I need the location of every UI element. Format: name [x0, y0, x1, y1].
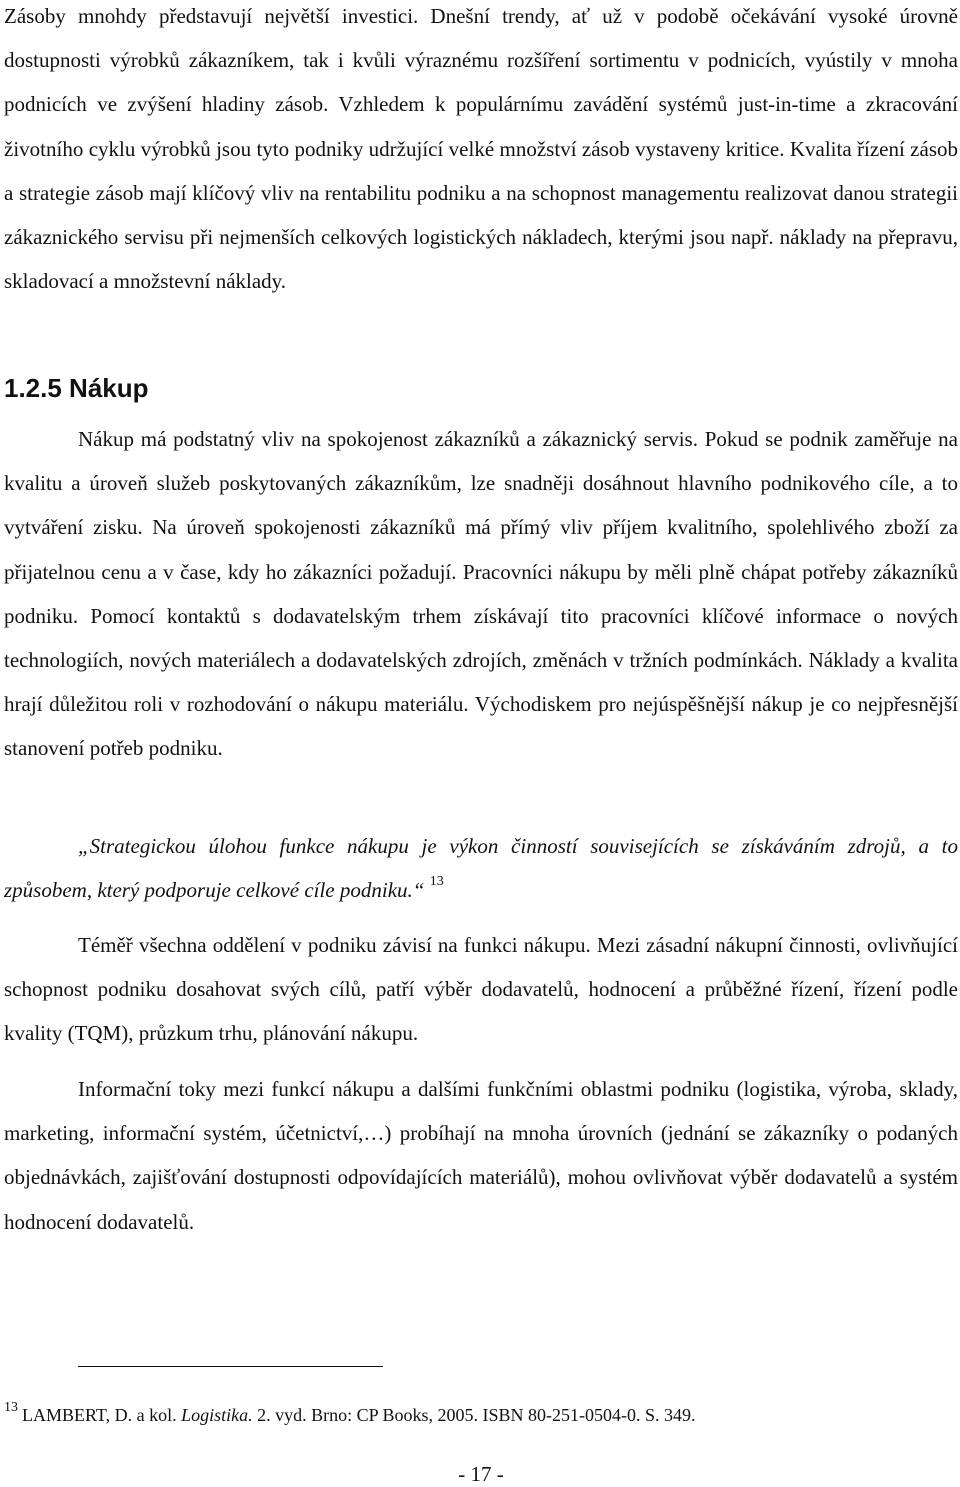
- section-heading: 1.2.5 Nákup: [4, 373, 149, 403]
- page-number: - 17 -: [458, 1462, 504, 1486]
- footnote-number: 13: [4, 1400, 18, 1415]
- paragraph-departments: Téměř všechna oddělení v podniku závisí na funkci nákupu. Mezi zásadní nákupní činnosti, ovlivňující schopnost podniku dosahovat svých cílů, patří výběr dodavatelů, hodnocení a průběžné řízení, řízení podle kvality (TQM), průzkum trhu, plánování nákupu.: [4, 933, 958, 1046]
- footnote-separator: [78, 1366, 383, 1367]
- paragraph-information-flows: Informační toky mezi funkcí nákupu a dalšími funkčními oblastmi podniku (logistika, výroba, sklady, marketing, informační systém, účetnictví,…) probíhají na mnoha úrovních (jednání se zákazníky o podaných objednávkách, zajišťování dostupnosti odpovídajících materiálů), mohou ovlivňovat výběr dodavatelů a systém hodnocení dodavatelů.: [4, 1077, 958, 1234]
- paragraph-purchasing: Nákup má podstatný vliv na spokojenost zákazníků a zákaznický servis. Pokud se podnik zaměřuje na kvalitu a úroveň služeb poskytovaných zákazníkům, lze snadněji dosáhnout hlavního podnikového cíle, a to vytváření zisku. Na úroveň spokojenosti zákazníků má přímý vliv příjem kvalitního, spolehlivého zboží za přijatelnou cenu a v čase, kdy ho zákazníci požadují. Pracovníci nákupu by měli plně chápat potřeby zákazníků podniku. Pomocí kontaktů s dodavatelským trhem získávají tito pracovníci klíčové informace o nových technologiích, nových materiálech a dodavatelských zdrojích, změnách v tržních podmínkách. Náklady a kvalita hrají důležitou roli v rozhodování o nákupu materiálu. Východiskem pro nejúspěšnější nákup je co nejpřesnější stanovení potřeb podniku.: [4, 427, 958, 761]
- footnote-author: LAMBERT, D. a kol.: [22, 1405, 182, 1425]
- quote-text: „Strategickou úlohou funkce nákupu je výkon činností souvisejících se získáváním zdrojů, a to způsobem, který podporuje celkové cíle podniku.“: [4, 834, 958, 903]
- footnote-title: Logistika.: [181, 1405, 253, 1425]
- quote-paragraph: [4, 824, 958, 912]
- footnote: [4, 1400, 695, 1430]
- paragraph-inventory: Zásoby mnohdy představují největší investici. Dnešní trendy, ať už v podobě očekávání vysoké úrovně dostupnosti výrobků zákazníkem, tak i kvůli výraznému rozšíření sortimentu v podnicích, vyústily v mnoha podnicích ve zvýšení hladiny zásob. Vzhledem k populárnímu zavádění systémů just-in-time a zkracování životního cyklu výrobků jsou tyto podniky udržující velké množství zásob vystaveny kritice. Kvalita řízení zásob a strategie zásob mají klíčový vliv na rentabilitu podniku a na schopnost managementu realizovat danou strategii zákaznického servisu při nejmenších celkových logistických nákladech, kterými jsou např. náklady na přepravu, skladovací a množstevní náklady.: [4, 4, 958, 294]
- footnote-reference: 13: [429, 874, 444, 890]
- footnote-details: 2. vyd. Brno: CP Books, 2005. ISBN 80-251-0504-0. S. 349.: [252, 1405, 696, 1425]
